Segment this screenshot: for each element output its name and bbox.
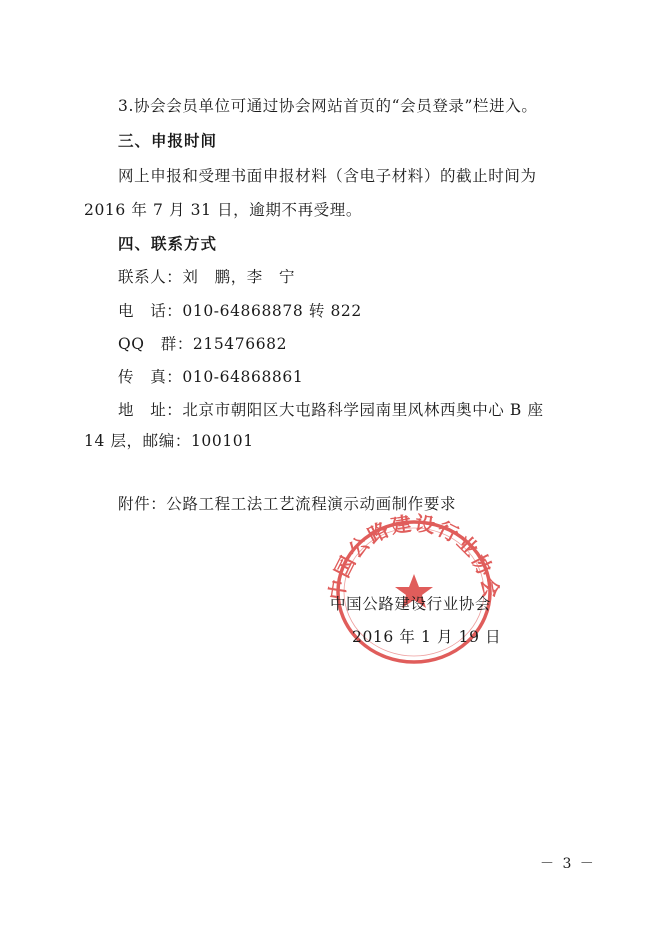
address-label: 地 址：	[118, 401, 183, 419]
section-3-heading: 三、申报时间	[118, 132, 218, 150]
deadline-text-line1: 网上申报和受理书面申报材料（含电子材料）的截止时间为	[118, 167, 537, 185]
page-number: － 3 －	[540, 856, 596, 872]
qq-value: 215476682	[192, 335, 288, 353]
fax-value: 010-64868861	[182, 368, 304, 386]
phone-value: 010-64868878 转 822	[182, 302, 362, 320]
attachment-text: 附件：公路工程工法工艺流程演示动画制作要求	[118, 495, 457, 513]
signature-date: 2016 年 1 月 19 日	[352, 628, 502, 646]
contact-person-row	[118, 267, 295, 287]
contact-person-value: 刘 鹏，李 宁	[182, 268, 296, 286]
seal-text: 中国公路建设行业协会	[324, 512, 504, 602]
signature-organization: 中国公路建设行业协会	[330, 595, 492, 613]
phone-label: 电 话：	[118, 302, 183, 320]
qq-label: QQ 群：	[118, 335, 193, 353]
phone-row	[118, 301, 362, 321]
address-row	[118, 400, 544, 420]
contact-person-label: 联系人：	[118, 268, 183, 286]
address-value-line1: 北京市朝阳区大屯路科学园南里风林西奥中心 B 座	[182, 401, 544, 419]
section-4-heading: 四、联系方式	[118, 235, 218, 253]
qq-row	[118, 334, 287, 354]
fax-row	[118, 367, 303, 387]
item-3-text: 3.协会会员单位可通过协会网站首页的“会员登录”栏进入。	[118, 97, 538, 115]
fax-label: 传 真：	[118, 368, 183, 386]
deadline-text-line2: 2016 年 7 月 31 日，逾期不再受理。	[84, 201, 362, 219]
address-value-line2: 14 层，邮编：100101	[84, 432, 254, 450]
